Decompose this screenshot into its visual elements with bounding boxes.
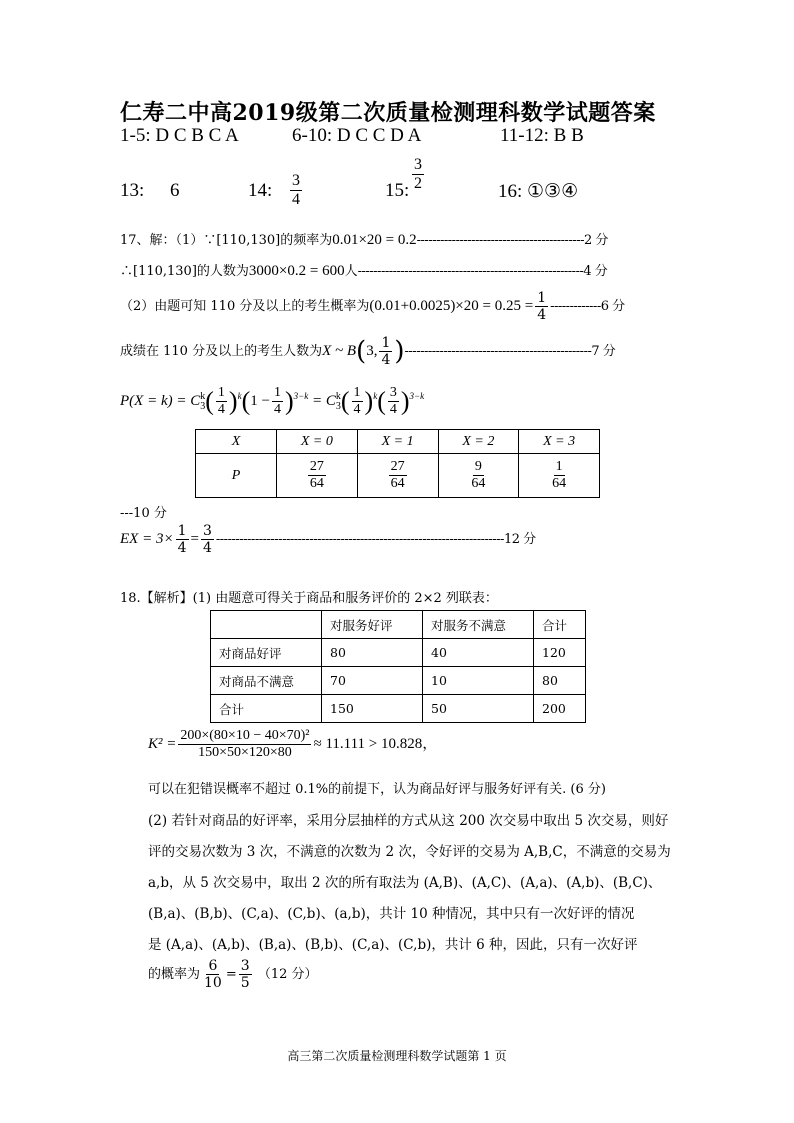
q17-l1-text: 17、解：（1）∵[110,130]的频率为 xyxy=(120,233,333,248)
distribution-table xyxy=(195,429,600,498)
page-title: 仁寿二中高2019级第二次质量检测理科数学试题答案 xyxy=(120,100,656,126)
q17-l2-score: ----------------------------------------------------------4 分 xyxy=(357,264,608,279)
q17-line4: 成绩在 110 分及以上的考生人数为X ~ B(3, $\frac{1}{4}$ )------------------------------------------------7 分 xyxy=(120,335,616,369)
distribution-header-row xyxy=(196,430,600,454)
q17-line3 xyxy=(120,290,625,323)
q17-l4-text: 成绩在 110 分及以上的考生人数为 xyxy=(120,344,323,360)
q17-l4-den: 4 xyxy=(381,352,391,369)
final-text: 的概率为 xyxy=(148,967,201,983)
answers-6-10: 6-10: D C C D A xyxy=(292,125,422,146)
dist-header-1: X = 1 xyxy=(357,430,438,454)
q13-label: 13: xyxy=(120,180,145,201)
q17-l4-num: 1 xyxy=(381,335,391,351)
k2-formula xyxy=(148,728,437,761)
q14-fraction xyxy=(288,172,304,210)
q15-label: 15: xyxy=(385,180,410,201)
answers-11-12: 11-12: B B xyxy=(500,125,584,146)
contingency-row xyxy=(211,667,586,695)
q17-line1 xyxy=(120,229,608,249)
dist-p-2: $\frac{9}{64}$ xyxy=(438,454,519,498)
contingency-header-row xyxy=(211,611,586,639)
q13-value: 6 xyxy=(170,180,180,201)
expectation-line: EX = 3× $\frac{1}{4}$ = $\frac{3}{4}$ --------------------------------------------------------------------------12 分 xyxy=(120,523,536,557)
ct-cell: 合计 xyxy=(211,695,322,723)
pmf-eq: = C xyxy=(311,393,336,410)
k2-left: K² = xyxy=(148,736,177,753)
q14-den: 4 xyxy=(292,191,300,209)
ct-cell: 120 xyxy=(534,639,586,667)
q17-l3-text: （2）由题可知 110 分及以上的考生概率为 xyxy=(120,299,370,315)
pmf-formula: P(X = k) = C k 3 ( $\frac{1}{4}$ )$^k$(1 − $\frac{1}{4}$ )$^{3-k}$ = C k 3 ( $\frac{1}{4}$ )$^k$( $\frac{3}{4}$ )$^{3-k}$ xyxy=(120,385,425,418)
q18-p2-line: 是 (A,a)、(A,b)、(B,a)、(B,b)、(C,a)、(C,b)，共计 6 种，因此，只有一次好评 xyxy=(148,937,638,953)
dist-p-3: $\frac{1}{64}$ xyxy=(519,454,600,498)
ct-cell: 80 xyxy=(322,639,423,667)
distribution-prob-row xyxy=(196,454,600,498)
dist-header-3: X = 3 xyxy=(519,430,600,454)
pmf-left: P(X = k) = C xyxy=(120,393,201,410)
q14-label: 14: xyxy=(248,180,273,201)
q18-p2-line: (2) 若针对商品的好评率，采用分层抽样的方式从这 200 次交易中取出 5 次交易，则好 xyxy=(148,813,669,829)
q15-num: 3 xyxy=(412,156,424,175)
q18-part2 xyxy=(148,806,671,961)
ct-cell: 80 xyxy=(534,667,586,695)
k2-den: 150×50×120×80 xyxy=(198,745,292,761)
q17-l3-score: -------------6 分 xyxy=(550,299,625,315)
ct-cell: 70 xyxy=(322,667,423,695)
pmf-mid: 1 − xyxy=(250,393,270,410)
q17-line2 xyxy=(120,260,607,280)
ct-cell: 50 xyxy=(423,695,534,723)
ct-cell: 150 xyxy=(322,695,423,723)
final-eq: = xyxy=(225,967,237,983)
q17-l3-den: 4 xyxy=(537,307,547,324)
ct-cell: 200 xyxy=(534,695,586,723)
ct-cell: 40 xyxy=(423,639,534,667)
ct-header-total: 合计 xyxy=(534,611,586,639)
contingency-row xyxy=(211,695,586,723)
q18-intro: 18.【解析】(1) 由题意可得关于商品和服务评价的 2×2 列联表： xyxy=(120,591,498,606)
q17-score-10: ---10 分 xyxy=(120,506,167,521)
q17-l1-score: -------------------------------------------2 分 xyxy=(416,233,608,248)
q14-num: 3 xyxy=(290,172,302,191)
q17-l4-score: ------------------------------------------------7 分 xyxy=(404,344,616,360)
ct-header-bad: 对服务不满意 xyxy=(423,611,534,639)
q17-l4-param: 3, xyxy=(366,343,378,360)
ct-header-empty xyxy=(211,611,322,639)
ct-cell: 10 xyxy=(423,667,534,695)
dist-p-1: $\frac{27}{64}$ xyxy=(357,454,438,498)
q18-final: 的概率为 $\frac{6}{10}$ = $\frac{3}{5}$ （12 分） xyxy=(148,958,318,992)
k2-right: ≈ 11.111 > 10.828， xyxy=(313,736,438,753)
ex-left: EX = 3× xyxy=(120,531,174,548)
q18-p2-line: 评的交易次数为 3 次，不满意的次数为 2 次，令好评的交易为 A,B,C，不满意的交易为 xyxy=(148,844,671,860)
page-footer: 高三第二次质量检测理科数学试题第 1 页 xyxy=(287,1049,507,1063)
q17-l3-math: (0.01+0.0025)×20 = 0.25 = xyxy=(369,298,534,315)
ct-cell: 对商品好评 xyxy=(211,639,322,667)
q17-l3-num: 1 xyxy=(537,290,547,306)
q15-fraction xyxy=(410,156,426,194)
q17-l2-unit: 人 xyxy=(344,264,358,279)
dist-header-2: X = 2 xyxy=(438,430,519,454)
dist-header-0: X = 0 xyxy=(277,430,358,454)
k2-num: 200×(80×10 − 40×70)² xyxy=(178,728,311,745)
contingency-table xyxy=(210,610,586,723)
q17-l4-math: X ~ B xyxy=(322,343,357,360)
q18-p2-line: a,b，从 5 次交易中，取出 2 次的所有取法为 (A,B)、(A,C)、(A,a)、(A,b)、(B,C)、 xyxy=(148,875,662,891)
final-score: （12 分） xyxy=(257,967,318,983)
dist-p-0: $\frac{27}{64}$ xyxy=(277,454,358,498)
q15-den: 2 xyxy=(414,175,422,193)
q17-l1-math: 0.01×20 = 0.2 xyxy=(332,232,417,248)
ex-eq: = xyxy=(190,531,199,548)
q17-l2-text: ∴[110,130]的人数为 xyxy=(120,264,249,279)
q18-p2-line: (B,a)、(B,b)、(C,a)、(C,b)、(a,b)，共计 10 种情况，其中只有一次好评的情况 xyxy=(148,906,635,922)
dist-header-x: X xyxy=(196,430,277,454)
q18-conclusion: 可以在犯错误概率不超过 0.1%的前提下，认为商品好评与服务好评有关. (6 分) xyxy=(148,782,606,797)
q16-answer: 16: ①③④ xyxy=(498,181,579,202)
answers-1-5: 1-5: D C B C A xyxy=(120,125,239,146)
ct-header-good: 对服务好评 xyxy=(322,611,423,639)
q17-l2-math: 3000×0.2 = 600 xyxy=(248,263,345,279)
ex-score: --------------------------------------------------------------------------12 分 xyxy=(215,532,536,548)
contingency-row xyxy=(211,639,586,667)
ct-cell: 对商品不满意 xyxy=(211,667,322,695)
dist-p-label: P xyxy=(196,454,277,498)
